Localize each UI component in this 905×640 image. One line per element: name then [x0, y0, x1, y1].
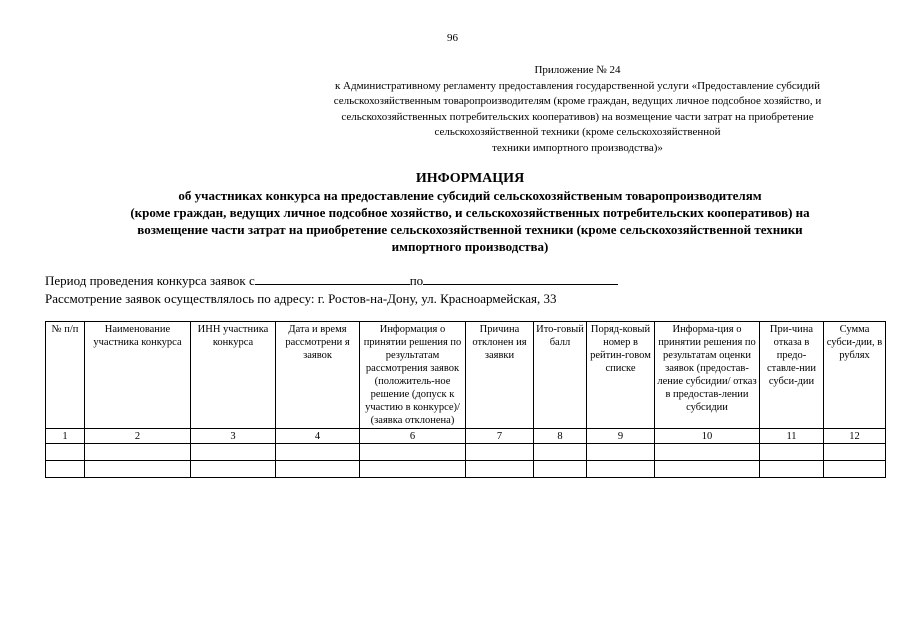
column-number: 4	[276, 429, 360, 444]
table-cell[interactable]	[534, 461, 587, 478]
table-cell[interactable]	[276, 461, 360, 478]
header-cell: При-чина отказа в предо-ставле-нии субси-дии	[760, 322, 824, 429]
appendix-line: сельскохозяйственным товаропроизводителям (кроме граждан, ведущих личное подсобное хозяйство, и	[333, 95, 822, 107]
period-label: Период проведения конкурса заявок с	[45, 273, 255, 288]
table-cell[interactable]	[46, 461, 85, 478]
period-to-label: по	[409, 273, 424, 288]
title-line: (кроме граждан, ведущих личное подсобное хозяйство, и сельскохозяйственных потребительских кооперативов) на	[130, 205, 810, 220]
appendix-line: сельскохозяйственных потребительских кооперативов) на возмещение части затрат на приобретение	[341, 110, 814, 123]
header-cell: Информа-ция о принятии решения по результатам оценки заявок (предостав-ление субсидии/ отказ в предостав-лении субсидии	[655, 322, 760, 429]
appendix-line: Приложение № 24	[534, 64, 621, 76]
column-number: 11	[760, 429, 824, 444]
table-cell[interactable]	[85, 444, 191, 461]
column-number: 8	[534, 429, 587, 444]
appendix-note	[285, 63, 870, 156]
period-block	[45, 271, 875, 308]
table-cell[interactable]	[191, 461, 276, 478]
table-cell[interactable]	[824, 444, 886, 461]
column-number: 6	[360, 429, 466, 444]
header-cell: Ито-говый балл	[534, 322, 587, 429]
title-line: импортного производства)	[391, 239, 549, 254]
title-line: возмещение части затрат на приобретение сельскохозяйственной техники (кроме сельскохозяйственной техники	[137, 222, 803, 237]
table-cell[interactable]	[191, 444, 276, 461]
column-number: 7	[466, 429, 534, 444]
end-date-blank	[423, 271, 618, 285]
header-cell: Сумма субси-дии, в рублях	[824, 322, 886, 429]
column-number: 12	[824, 429, 886, 444]
header-row	[46, 322, 886, 429]
table-cell[interactable]	[587, 461, 655, 478]
column-number: 3	[191, 429, 276, 444]
column-number-row	[46, 429, 886, 444]
table-row	[46, 444, 886, 461]
table-cell[interactable]	[466, 444, 534, 461]
appendix-line: сельскохозяйственной техники (кроме сельскохозяйственной	[434, 126, 721, 138]
column-number: 2	[85, 429, 191, 444]
table-cell[interactable]	[655, 461, 760, 478]
appendix-line: техники импортного производства)»	[492, 141, 663, 154]
table-cell[interactable]	[760, 461, 824, 478]
address-line: Рассмотрение заявок осуществлялось по адресу: г. Ростов-на-Дону, ул. Красноармейская, 33	[45, 291, 557, 306]
main-title: ИНФОРМАЦИЯ	[415, 171, 525, 186]
participants-table	[45, 321, 886, 478]
document-title	[40, 170, 900, 255]
table-cell[interactable]	[466, 461, 534, 478]
table-cell[interactable]	[85, 461, 191, 478]
header-cell: ИНН участника конкурса	[191, 322, 276, 429]
table-cell[interactable]	[587, 444, 655, 461]
table-row	[46, 461, 886, 478]
page-number: 96	[447, 32, 458, 44]
start-date-blank	[255, 271, 410, 285]
header-cell: Наименование участника конкурса	[85, 322, 191, 429]
period-line	[45, 271, 875, 290]
table-cell[interactable]	[824, 461, 886, 478]
title-line: об участниках конкурса на предоставление субсидий сельскохозяйственым товаропроизводителям	[178, 188, 762, 203]
header-cell: Поряд-ковый номер в рейтин-говом списке	[587, 322, 655, 429]
table-cell[interactable]	[655, 444, 760, 461]
table-cell[interactable]	[760, 444, 824, 461]
column-number: 10	[655, 429, 760, 444]
header-cell: Дата и время рассмотрени я заявок	[276, 322, 360, 429]
header-cell: Причина отклонен ия заявки	[466, 322, 534, 429]
table-cell[interactable]	[534, 444, 587, 461]
table-cell[interactable]	[46, 444, 85, 461]
appendix-line: к Административному регламенту предоставления государственной услуги «Предоставление субсидий	[334, 79, 821, 92]
table-cell[interactable]	[360, 444, 466, 461]
header-cell: № п/п	[46, 322, 85, 429]
table-cell[interactable]	[360, 461, 466, 478]
column-number: 1	[46, 429, 85, 444]
header-cell: Информация о принятии решения по результатам рассмотрения заявок (положитель-ное решение (допуск к участию в конкурсе)/ (заявка отклонена)	[360, 322, 466, 429]
table-cell[interactable]	[276, 444, 360, 461]
column-number: 9	[587, 429, 655, 444]
